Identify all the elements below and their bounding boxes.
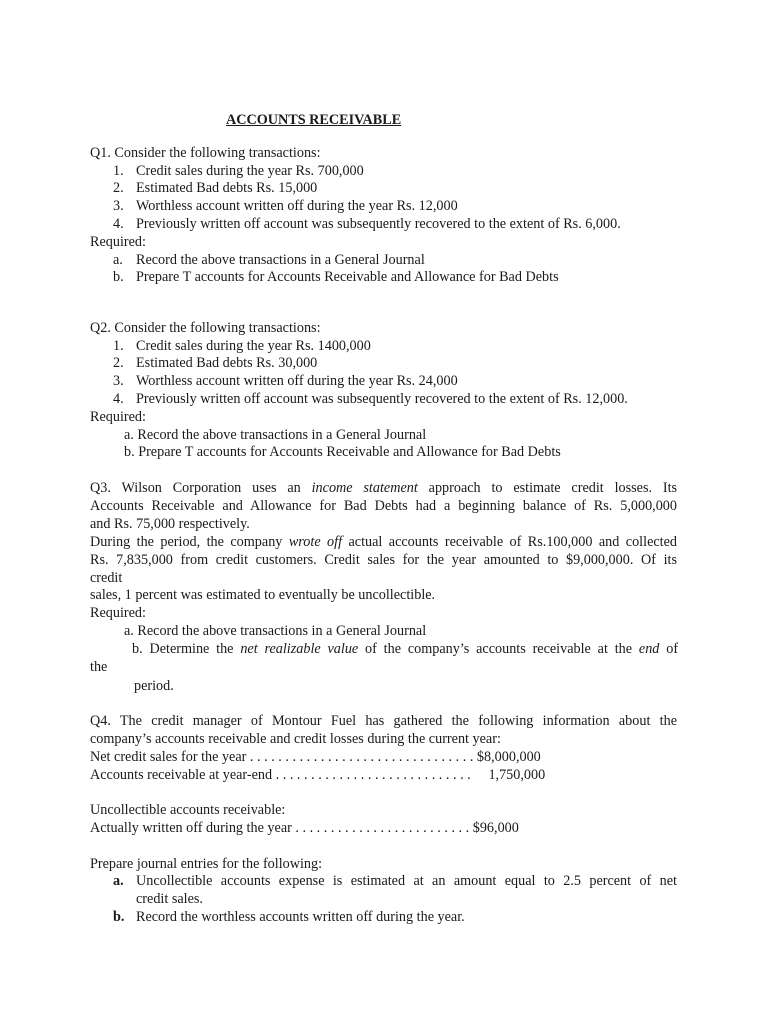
q3-line-4: During the period, the company wrote off actual accounts receivable of Rs.100,000 and collected <box>90 534 677 550</box>
q1-item-text: Previously written off account was subsequently recovered to the extent of Rs. 6,000. <box>136 216 621 232</box>
q2-item-text: Previously written off account was subsequently recovered to the extent of Rs. 12,000. <box>136 391 628 407</box>
q2-item-num: 4. <box>113 391 124 407</box>
q2-item-text: Credit sales during the year Rs. 1400,000 <box>136 338 371 354</box>
q2-item-text: Estimated Bad debts Rs. 30,000 <box>136 355 318 371</box>
q1-item-num: 4. <box>113 216 124 232</box>
q4-row-net-credit-sales: Net credit sales for the year . . . . . . . . . . . . . . . . . . . . . . . . . . . . . . . . $8,000,000 <box>90 749 541 765</box>
q2-item-num: 1. <box>113 338 124 354</box>
q2-item-num: 3. <box>113 373 124 389</box>
q3-line-2: Accounts Receivable and Allowance for Bad Debts had a beginning balance of Rs. 5,000,000 <box>90 498 677 514</box>
q1-req-text: Record the above transactions in a General Journal <box>136 252 425 268</box>
q2-req-a: a. Record the above transactions in a General Journal <box>124 427 427 443</box>
q4-item-b-text: Record the worthless accounts written off during the year. <box>136 909 465 925</box>
q2-item-num: 2. <box>113 355 124 371</box>
q3-line-3: and Rs. 75,000 respectively. <box>90 516 250 532</box>
q3-required: Required: <box>90 605 146 621</box>
q3-line-6: credit <box>90 570 123 586</box>
q4-line-1: Q4. The credit manager of Montour Fuel has gathered the following information about the <box>90 713 677 729</box>
q1-item-num: 1. <box>113 163 124 179</box>
q4-row-accounts-receivable: Accounts receivable at year-end . . . . . . . . . . . . . . . . . . . . . . . . . . . . 1,750,000 <box>90 767 546 783</box>
q1-item-text: Worthless account written off during the year Rs. 12,000 <box>136 198 458 214</box>
q1-item-num: 2. <box>113 180 124 196</box>
q3-req-a: a. Record the above transactions in a General Journal <box>124 623 427 639</box>
q1-item-text: Credit sales during the year Rs. 700,000 <box>136 163 364 179</box>
q1-req-num: a. <box>113 252 123 268</box>
q4-line-2: company’s accounts receivable and credit losses during the current year: <box>90 731 501 747</box>
q1-required: Required: <box>90 234 146 250</box>
q3-req-b: b. Determine the net realizable value of the company’s accounts receivable at the end of <box>132 641 679 657</box>
q2-item-text: Worthless account written off during the year Rs. 24,000 <box>136 373 458 389</box>
q4-uncollectible-heading: Uncollectible accounts receivable: <box>90 802 286 818</box>
page-title: ACCOUNTS RECEIVABLE <box>226 112 402 128</box>
q3-line-1: Q3. Wilson Corporation uses an income statement approach to estimate credit losses. Its <box>90 480 678 496</box>
q2-required: Required: <box>90 409 146 425</box>
q1-req-num: b. <box>113 269 124 285</box>
q1-item-text: Estimated Bad debts Rs. 15,000 <box>136 180 318 196</box>
q3-req-b-cont: the <box>90 659 108 675</box>
q2-req-b: b. Prepare T accounts for Accounts Receivable and Allowance for Bad Debts <box>124 444 561 460</box>
q1-item-num: 3. <box>113 198 124 214</box>
q4-item-b-num: b. <box>113 909 125 925</box>
q4-row-written-off: Actually written off during the year . . . . . . . . . . . . . . . . . . . . . . . . . $96,000 <box>90 820 519 836</box>
q3-line-7: sales, 1 percent was estimated to eventually be uncollectible. <box>90 587 436 603</box>
q4-item-a-text: Uncollectible accounts expense is estimated at an amount equal to 2.5 percent of net <box>136 873 677 889</box>
q1-intro: Q1. Consider the following transactions: <box>90 145 321 161</box>
q4-item-a-num: a. <box>113 873 124 889</box>
q1-req-text: Prepare T accounts for Accounts Receivable and Allowance for Bad Debts <box>136 269 559 285</box>
q2-intro: Q2. Consider the following transactions: <box>90 320 321 336</box>
q3-req-b-end: period. <box>134 678 174 694</box>
q4-item-a-cont: credit sales. <box>136 891 203 907</box>
q3-line-5: Rs. 7,835,000 from credit customers. Credit sales for the year amounted to $9,000,000. Of its <box>90 552 677 568</box>
q4-prepare: Prepare journal entries for the following: <box>90 856 323 872</box>
